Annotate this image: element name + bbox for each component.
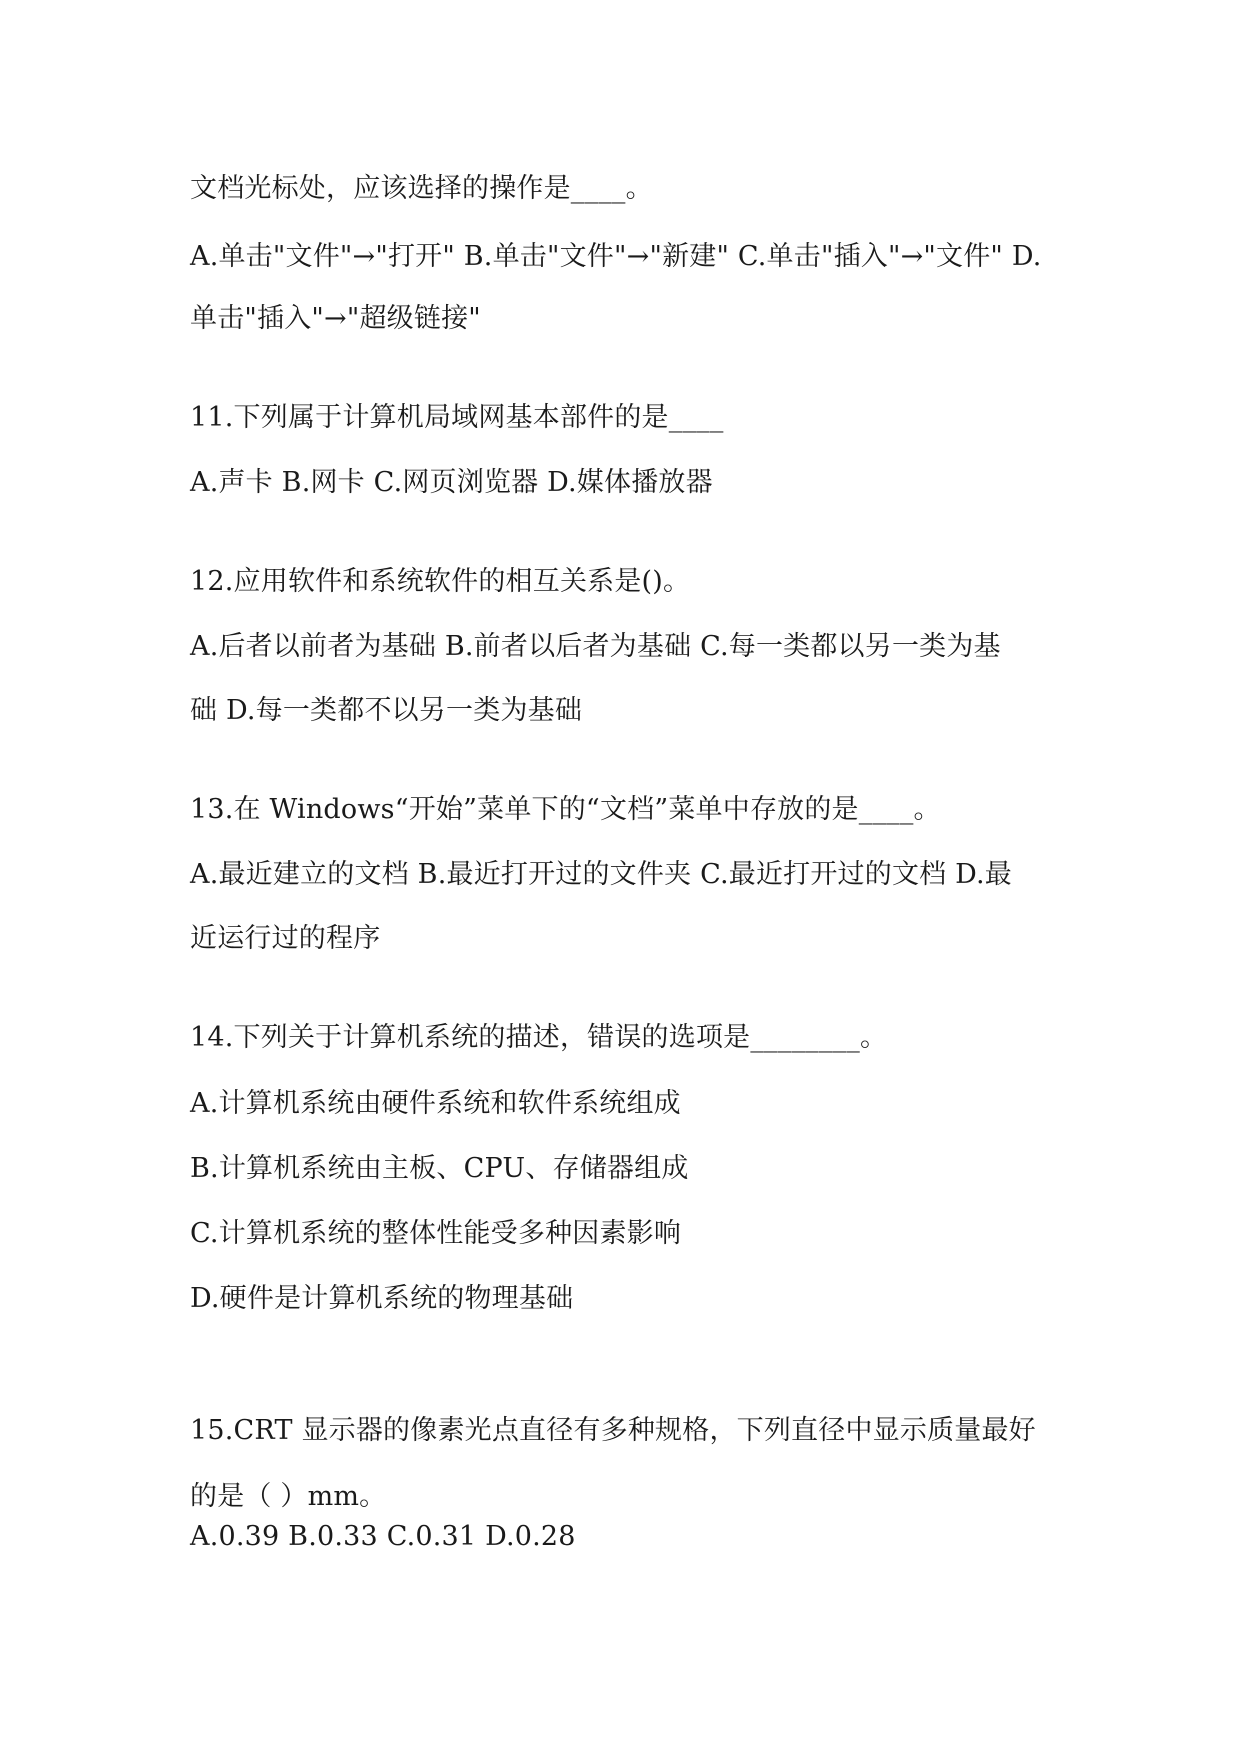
question-12-options-line-1: A.后者以前者为基础 B.前者以后者为基础 C.每一类都以另一类为基: [190, 631, 1001, 662]
question-12-stem: 12.应用软件和系统软件的相互关系是()。: [190, 566, 691, 597]
question-11-stem: 11.下列属于计算机局域网基本部件的是____: [190, 402, 724, 433]
question-13-options-line-1: A.最近建立的文档 B.最近打开过的文件夹 C.最近打开过的文档 D.最: [190, 859, 1012, 890]
question-14-option-b: B.计算机系统由主板、CPU、存储器组成: [190, 1153, 689, 1184]
question-15-options: A.0.39 B.0.33 C.0.31 D.0.28: [190, 1521, 576, 1552]
question-13-stem: 13.在 Windows“开始”菜单下的“文档”菜单中存放的是____。: [190, 794, 941, 825]
question-14-option-c: C.计算机系统的整体性能受多种因素影响: [190, 1218, 682, 1249]
question-14-option-a: A.计算机系统由硬件系统和软件系统组成: [190, 1088, 681, 1119]
question-15-stem-line-1: 15.CRT 显示器的像素光点直径有多种规格，下列直径中显示质量最好: [190, 1415, 1036, 1446]
question-14-stem: 14.下列关于计算机系统的描述，错误的选项是________。: [190, 1022, 888, 1053]
question-10-stem-tail: 文档光标处，应该选择的操作是____。: [190, 173, 653, 204]
question-12-options-line-2: 础 D.每一类都不以另一类为基础: [190, 695, 583, 726]
question-15-stem-line-2: 的是（ ）mm。: [190, 1481, 387, 1512]
question-13-options-line-2: 近运行过的程序: [190, 923, 381, 954]
question-10-options-line-2: 单击"插入"→"超级链接": [190, 303, 481, 334]
question-11-options: A.声卡 B.网卡 C.网页浏览器 D.媒体播放器: [190, 467, 713, 498]
question-14-option-d: D.硬件是计算机系统的物理基础: [190, 1283, 574, 1314]
question-10-options-line-1: A.单击"文件"→"打开" B.单击"文件"→"新建" C.单击"插入"→"文件" D.: [190, 241, 1042, 272]
